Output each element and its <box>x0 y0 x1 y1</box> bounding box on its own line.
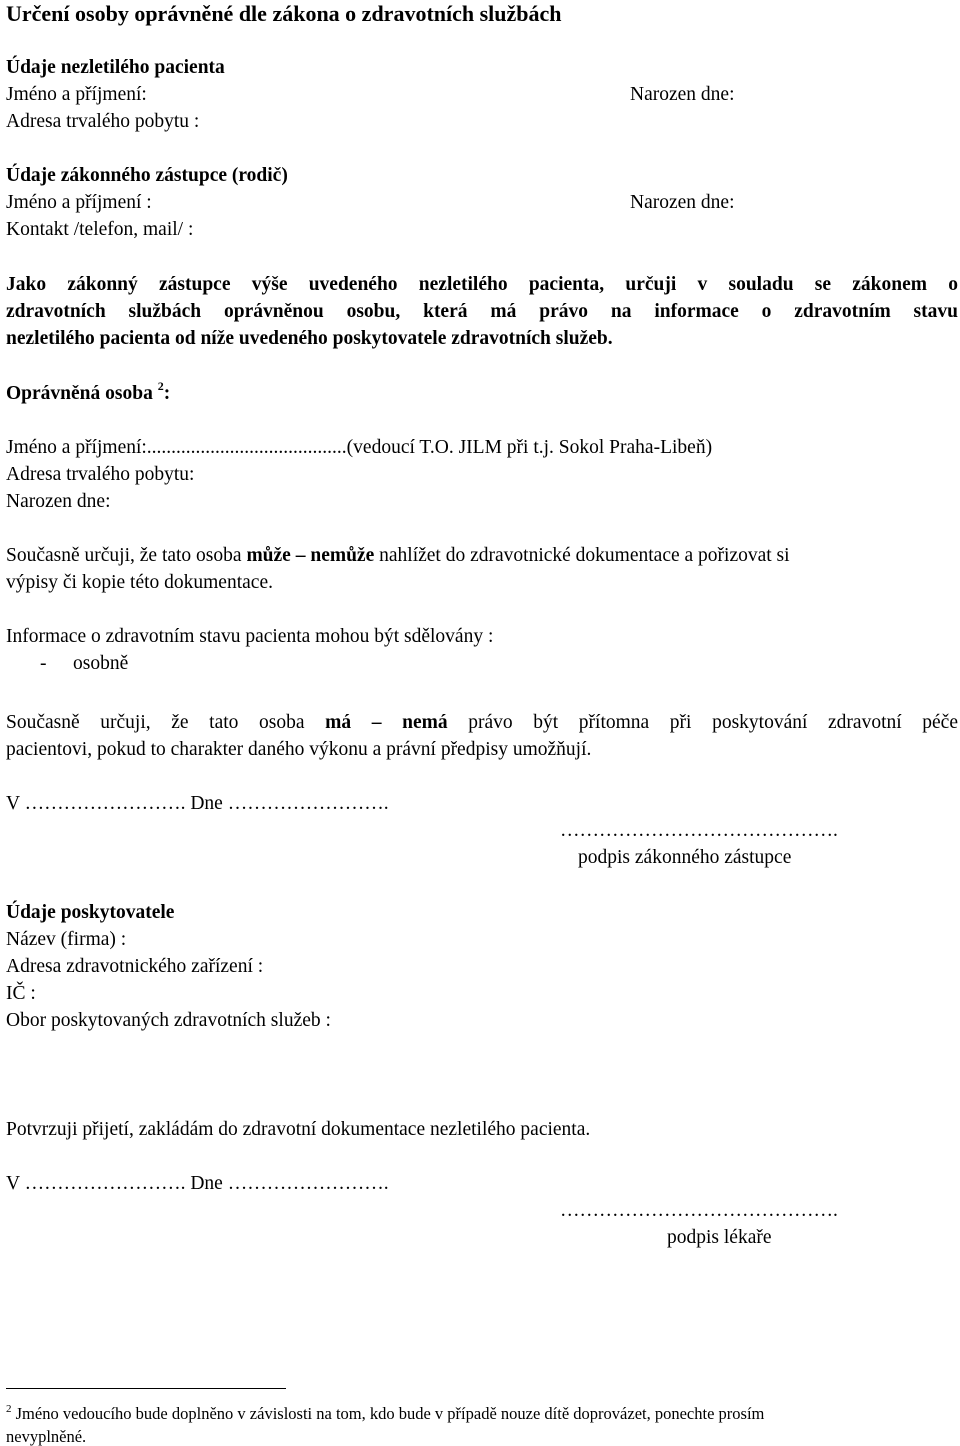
patient-name-label: Jméno a příjmení: <box>6 84 147 105</box>
option-may: může <box>246 545 291 566</box>
declaration-line-1: Jako zákonný zástupce výše uvedeného nezletilého pacienta, určuji v souladu se zákonem o <box>6 274 958 295</box>
signature-caption-doctor: podpis lékaře <box>667 1227 772 1248</box>
provider-heading: Údaje poskytovatele <box>6 902 175 923</box>
patient-address-label: Adresa trvalého pobytu : <box>6 111 200 132</box>
option-has-not: nemá <box>402 712 448 733</box>
footnote-line-1: $^2$ Jméno vedoucího bude doplněno v závislosti na tom, kdo bude v případě nouze dítě doprovázet, ponechte prosím <box>6 1403 765 1423</box>
footnote-ref: 2 <box>157 379 164 393</box>
provider-name-label: Název (firma) : <box>6 929 127 950</box>
presence-line-2: pacientovi, pokud to charakter daného výkonu a právní předpisy umožňují. <box>6 739 592 760</box>
provider-address-label: Adresa zdravotnického zařízení : <box>6 956 264 977</box>
declaration-line-3: nezletilého pacienta od níže uvedeného poskytovatele zdravotních služeb. <box>6 328 613 349</box>
provider-ic-label: IČ : <box>6 983 36 1004</box>
authorized-born-label: Narozen dne: <box>6 491 111 512</box>
records-line-2: výpisy či kopie této dokumentace. <box>6 572 273 593</box>
option-may-not: nemůže <box>310 545 375 566</box>
authorized-name-line: Jméno a příjmení:.........................................(vedoucí T.O. JILM při t.j. Sokol Praha-Libeň) <box>6 437 713 458</box>
guardian-heading: Údaje zákonného zástupce (rodič) <box>6 165 288 186</box>
guardian-name-label: Jméno a příjmení : <box>6 192 152 213</box>
place-date-line-1: V ……………………. Dne ……………………. <box>6 793 389 814</box>
info-bullet: - <box>40 653 47 674</box>
authorized-address-label: Adresa trvalého pobytu: <box>6 464 195 485</box>
document-title: Určení osoby oprávněné dle zákona o zdravotních službách <box>6 1 562 26</box>
guardian-contact-label: Kontakt /telefon, mail/ : <box>6 219 194 240</box>
authorized-heading: Oprávněná osoba $^2$: <box>6 379 171 404</box>
footnote-divider <box>6 1388 286 1389</box>
info-item: osobně <box>73 653 129 674</box>
guardian-born-label: Narozen dne: <box>630 192 735 213</box>
patient-heading: Údaje nezletilého pacienta <box>6 57 225 78</box>
records-line-1: Současně určuji, že tato osoba může – nemůže nahlížet do zdravotnické dokumentace a pořizovat si <box>6 545 790 566</box>
signature-dots-1: ……………………………………. <box>560 820 838 841</box>
signature-dots-2: ……………………………………. <box>560 1200 838 1221</box>
signature-caption-guardian: podpis zákonného zástupce <box>578 847 792 868</box>
confirmation-text: Potvrzuji přijetí, zakládám do zdravotní dokumentace nezletilého pacienta. <box>6 1119 591 1140</box>
presence-line-1: Současně určuji, že tato osoba má – nemá právo být přítomna při poskytování zdravotní péče <box>6 712 958 733</box>
declaration-line-2: zdravotních službách oprávněnou osobu, která má právo na informace o zdravotním stavu <box>6 301 958 322</box>
footnote-line-2: nevyplněné. <box>6 1427 87 1446</box>
option-has: má <box>325 712 352 733</box>
patient-born-label: Narozen dne: <box>630 84 735 105</box>
info-line: Informace o zdravotním stavu pacienta mohou být sdělovány : <box>6 626 494 647</box>
provider-services-label: Obor poskytovaných zdravotních služeb : <box>6 1010 331 1031</box>
footnote-mark: 2 <box>6 1403 12 1415</box>
place-date-line-2: V ……………………. Dne ……………………. <box>6 1173 389 1194</box>
